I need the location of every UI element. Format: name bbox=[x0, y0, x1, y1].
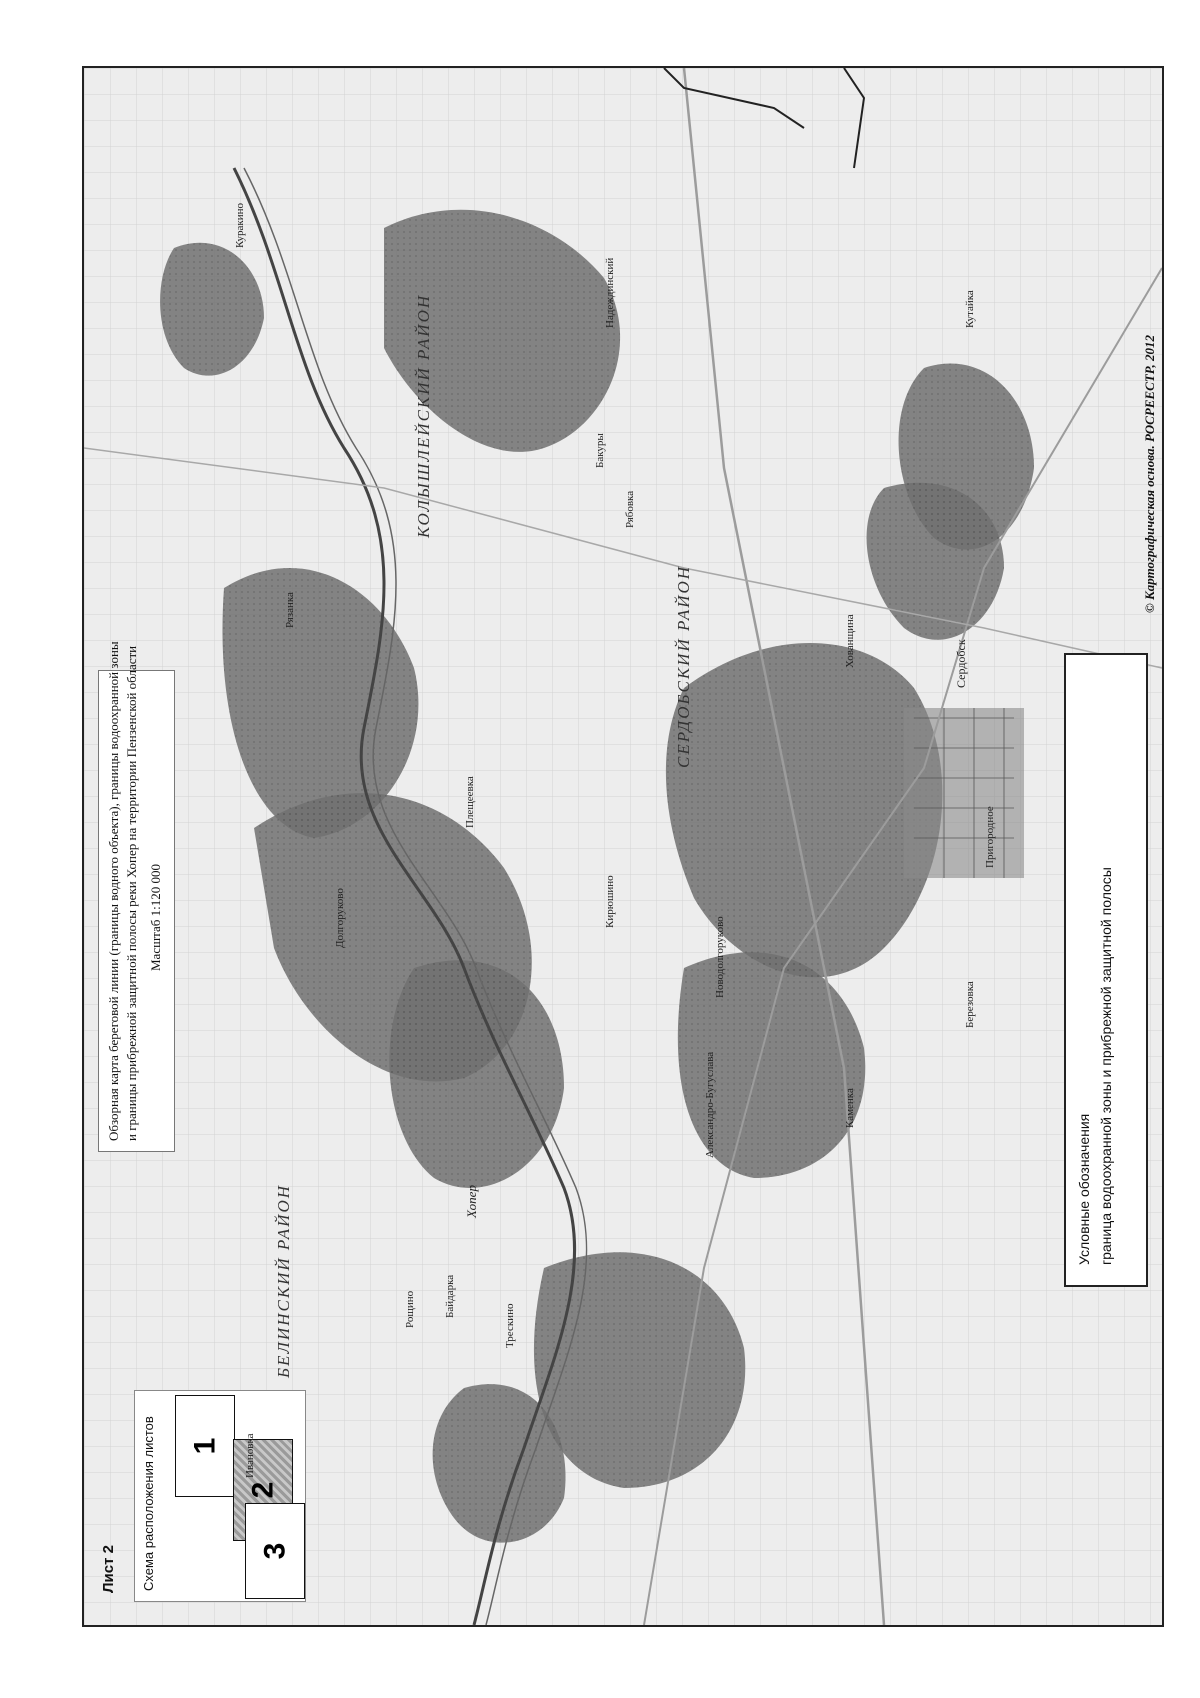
scheme-sheet-2[interactable]: 2 bbox=[233, 1439, 293, 1541]
scheme-caption: Схема расположения листов bbox=[141, 1416, 156, 1591]
scheme-sheet-3[interactable]: 3 bbox=[245, 1503, 305, 1599]
place-label: Кирюшино bbox=[604, 875, 616, 928]
place-label: Байдарка bbox=[444, 1274, 456, 1318]
place-label: Трескино bbox=[504, 1303, 516, 1348]
map-title-line-2: и границы прибрежной защитной полосы реки Хопер на территории Пензенской области bbox=[124, 645, 139, 1141]
map-scale: Масштаб 1:120 000 bbox=[148, 864, 163, 971]
place-label: Кутайка bbox=[964, 290, 976, 328]
place-label: Рябовка bbox=[624, 490, 636, 528]
place-label: Ивановка bbox=[244, 1433, 256, 1478]
legend-item: граница водоохранной зоны и прибрежной защитной полосы bbox=[1098, 867, 1114, 1265]
place-label: Каменка bbox=[844, 1088, 856, 1128]
title-box bbox=[98, 641, 175, 1152]
place-label: Плещеевка bbox=[464, 776, 476, 828]
town-area bbox=[904, 708, 1024, 878]
district-label: СЕРДОБСКИЙ РАЙОН bbox=[674, 564, 693, 768]
place-label: Новодолгоруково bbox=[714, 916, 726, 998]
place-label: Александро-Бугуслава bbox=[704, 1051, 716, 1158]
legend-heading: Условные обозначения bbox=[1076, 1113, 1092, 1265]
map-sheet bbox=[82, 66, 1164, 1627]
place-label: Бакуры bbox=[594, 433, 606, 468]
sheet-label: Лист 2 bbox=[100, 1545, 117, 1593]
place-label: Долгоруково bbox=[334, 888, 346, 948]
map-credit: © Картографическая основа. РОСРЕЕСТР, 2012 bbox=[1142, 334, 1157, 613]
place-label: Хованщина bbox=[844, 614, 856, 668]
legend-box bbox=[1064, 653, 1148, 1287]
district-label: БЕЛИНСКИЙ РАЙОН bbox=[274, 1183, 293, 1378]
place-label: Березовка bbox=[964, 981, 976, 1028]
map-title-line-1: Обзорная карта береговой линии (границы водного объекта), границы водоохранной зоны bbox=[106, 641, 121, 1141]
district-label: КОЛЫШЛЕЙСКИЙ РАЙОН bbox=[414, 293, 433, 538]
place-label: Надеждинский bbox=[604, 257, 616, 328]
place-label: Сердобск bbox=[954, 639, 968, 688]
scheme-sheet-1[interactable]: 1 bbox=[175, 1395, 235, 1497]
place-label: Куракино bbox=[234, 202, 246, 248]
place-label: Рощино bbox=[404, 1290, 416, 1328]
river-label: Хопер bbox=[464, 1185, 479, 1218]
sheet-scheme bbox=[134, 1390, 306, 1602]
place-label: Пригородное bbox=[984, 806, 996, 868]
place-label: Рязанка bbox=[284, 592, 296, 628]
